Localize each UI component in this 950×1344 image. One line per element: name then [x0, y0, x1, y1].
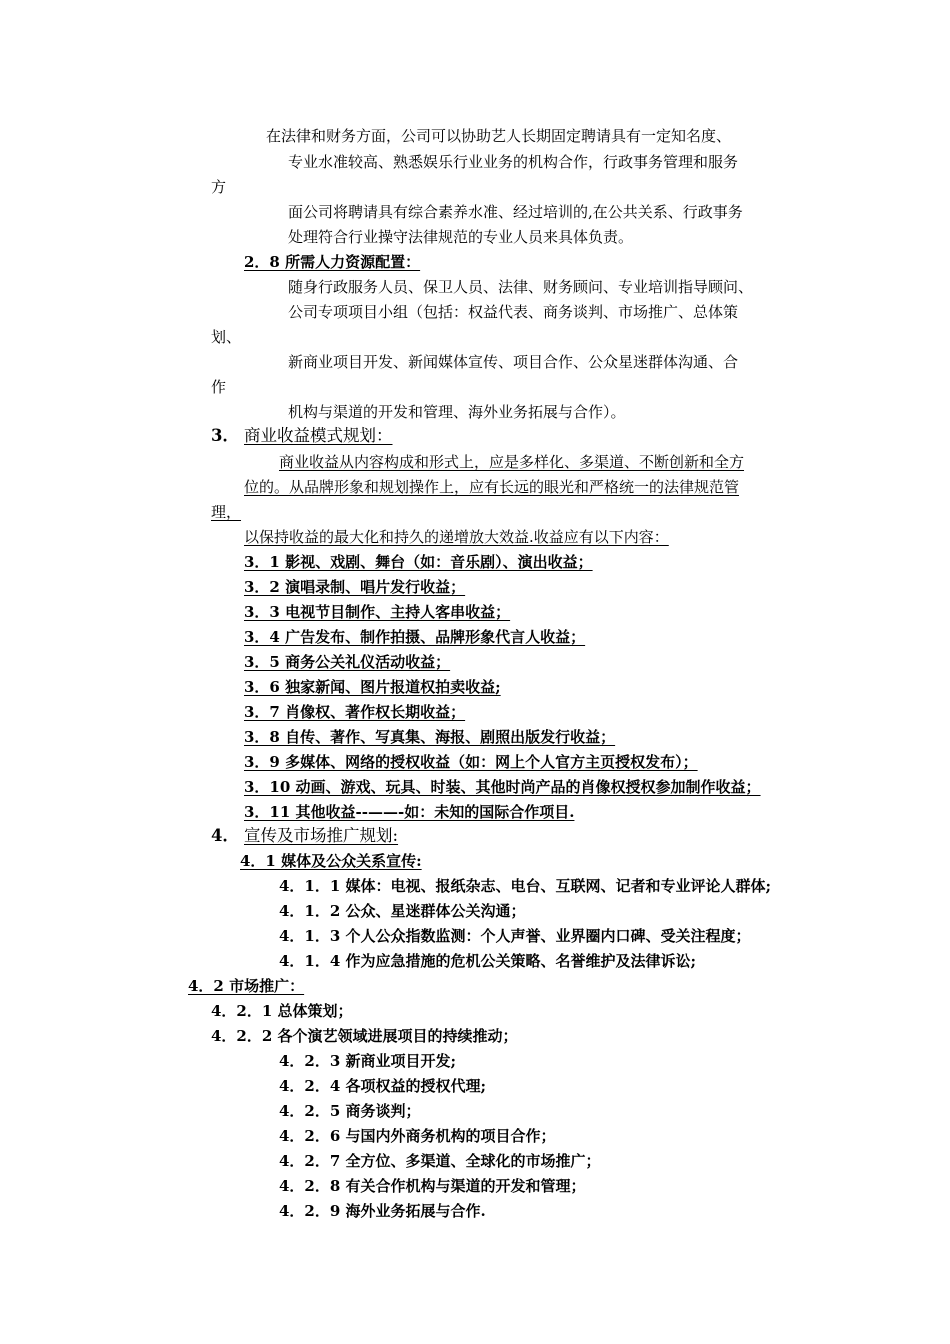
- body-text-line: 商业收益从内容构成和形式上，应是多样化、多渠道、不断创新和全方: [279, 453, 745, 471]
- section-number-4: 4．: [211, 826, 239, 845]
- list-item: 4．2．2 各个演艺领域进展项目的持续推动；: [211, 1027, 518, 1045]
- section-heading-4: 宣传及市场推广规划:: [244, 826, 399, 845]
- list-item: 4．1．4 作为应急措施的危机公关策略、名誉维护及法律诉讼;: [279, 952, 697, 970]
- subsection-heading-4-2: 4．2 市场推广：: [188, 977, 305, 995]
- list-item: 3．1 影视、戏剧、舞台（如：音乐剧）、演出收益；: [244, 553, 593, 571]
- list-item: 4．1．1 媒体：电视、报纸杂志、电台、互联网、记者和专业评论人群体;: [279, 877, 772, 895]
- body-text-line: 随身行政服务人员、保卫人员、法律、财务顾问、专业培训指导顾问、: [288, 278, 754, 296]
- list-item: 3．10 动画、游戏、玩具、时装、其他时尚产品的肖像权授权参加制作收益；: [244, 778, 761, 796]
- list-item: 3．11 其他收益--——-如：未知的国际合作项目.: [244, 803, 575, 821]
- body-text-line: 面公司将聘请具有综合素养水准、经过培训的,在公共关系、行政事务: [288, 203, 743, 221]
- list-item: 3．9 多媒体、网络的授权收益（如：网上个人官方主页授权发布）；: [244, 753, 698, 771]
- list-item: 4．2．6 与国内外商务机构的项目合作；: [279, 1127, 556, 1145]
- subsection-heading-4-1: 4．1 媒体及公众关系宣传:: [240, 852, 422, 870]
- list-item: 3．6 独家新闻、图片报道权拍卖收益;: [244, 678, 501, 696]
- body-text-line: 以保持收益的最大化和持久的递增放大效益.收益应有以下内容：: [244, 528, 669, 546]
- body-text-line: 处理符合行业操守法律规范的专业人员来具体负责。: [288, 228, 634, 246]
- list-item: 4．2．4 各项权益的授权代理;: [279, 1077, 487, 1095]
- list-item: 4．2．7 全方位、多渠道、全球化的市场推广；: [279, 1152, 601, 1170]
- list-item: 4．2．9 海外业务拓展与合作.: [279, 1202, 486, 1220]
- section-number-3: 3．: [211, 426, 239, 445]
- list-item: 3．5 商务公关礼仪活动收益；: [244, 653, 451, 671]
- list-item: 4．2．3 新商业项目开发;: [279, 1052, 457, 1070]
- body-text-line: 在法律和财务方面，公司可以协助艺人长期固定聘请具有一定知名度、: [266, 127, 732, 145]
- list-item: 4．2．1 总体策划；: [211, 1002, 353, 1020]
- body-text-line: 位的。从品牌形象和规划操作上，应有长远的眼光和严格统一的法律规范管: [244, 478, 740, 496]
- body-text-line: 机构与渠道的开发和管理、海外业务拓展与合作）。: [288, 403, 626, 421]
- list-item: 3．3 电视节目制作、主持人客串收益；: [244, 603, 511, 621]
- body-text-line: 理，: [211, 503, 242, 521]
- list-item: 4．1．2 公众、星迷群体公关沟通；: [279, 902, 526, 920]
- body-text-line: 新商业项目开发、新闻媒体宣传、项目合作、公众星迷群体沟通、合: [288, 353, 739, 371]
- list-item: 4．1．3 个人公众指数监测：个人声誉、业界圈内口碑、受关注程度；: [279, 927, 751, 945]
- section-heading-2-8: 2．8 所需人力资源配置：: [244, 253, 421, 271]
- body-text-line: 划、: [211, 328, 242, 346]
- list-item: 4．2．8 有关合作机构与渠道的开发和管理；: [279, 1177, 586, 1195]
- body-text-line: 专业水准较高、熟悉娱乐行业业务的机构合作，行政事务管理和服务: [288, 153, 739, 171]
- section-heading-3: 商业收益模式规划：: [244, 426, 393, 445]
- list-item: 3．4 广告发布、制作拍摄、品牌形象代言人收益；: [244, 628, 586, 646]
- body-text-line: 作: [211, 378, 227, 396]
- body-text-line: 公司专项项目小组（包括：权益代表、商务谈判、市场推广、总体策: [288, 303, 739, 321]
- list-item: 4．2．5 商务谈判；: [279, 1102, 421, 1120]
- list-item: 3．8 自传、著作、写真集、海报、剧照出版发行收益；: [244, 728, 616, 746]
- body-text-line: 方: [211, 178, 227, 196]
- list-item: 3．2 演唱录制、唱片发行收益；: [244, 578, 466, 596]
- list-item: 3．7 肖像权、著作权长期收益；: [244, 703, 466, 721]
